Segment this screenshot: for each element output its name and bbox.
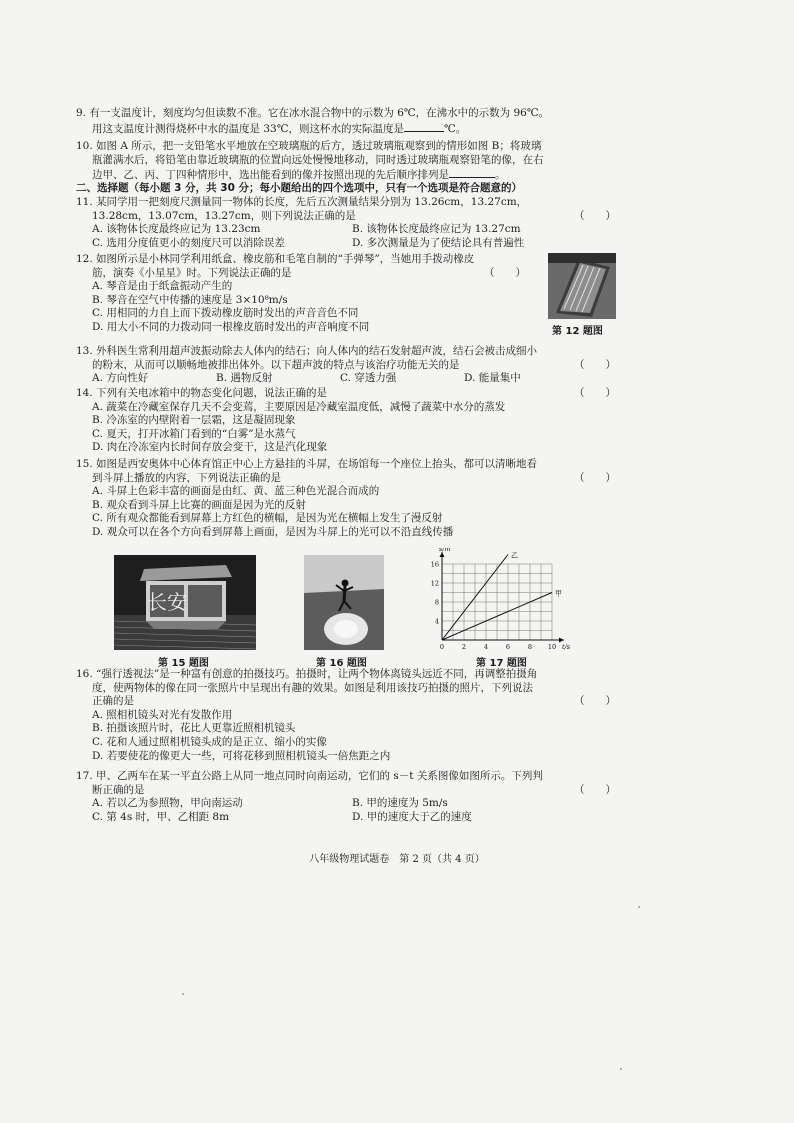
- figure-12-photo: [548, 253, 616, 319]
- answer-paren: （ ）: [574, 695, 616, 708]
- q9-line1: 9. 有一支温度计，刻度均匀但读数不准。它在冰水混合物中的示数为 6℃，在沸水中的示数为 96℃。: [76, 107, 550, 119]
- series-label: 甲: [555, 589, 562, 598]
- q17-options-ab: [76, 797, 616, 811]
- answer-paren: （ ）: [574, 358, 616, 371]
- q16-line2: 度，使两物体的像在同一张照片中呈现出有趣的效果。如图是利用该技巧拍摄的照片，下列说法: [92, 681, 533, 694]
- q10-line3: 边甲、乙、丙、丁四种情形中，选出能看到的像并按照出现的先后顺序排列是 。: [92, 169, 506, 182]
- option-a: A. 斗屏上色彩丰富的画面是由红、黄、蓝三种色光混合而成的: [92, 485, 380, 498]
- x-tick-label: 8: [527, 643, 533, 651]
- option-d: D. 用大小不同的力拨动同一根橡皮筋时发出的声音响度不同: [92, 320, 370, 333]
- section-2-heading: 二、选择题（每小题 3 分，共 30 分；每小题给出的四个选项中，只有一个选项是符合题意的）: [76, 182, 523, 194]
- option-b: B. 观众看到斗屏上比赛的画面是因为光的反射: [92, 498, 306, 511]
- q11-options-ab: [76, 223, 616, 237]
- option-c: C. 用相同的力自上而下拨动橡皮筋时发出的声音音色不同: [92, 307, 359, 320]
- option-a: A. 若以乙为参照物，甲向南运动: [92, 797, 243, 810]
- option-b: B. 遇物反射: [216, 372, 273, 385]
- figure-16-photo: [304, 555, 384, 650]
- x-tick-label: 2: [461, 643, 467, 651]
- q10-line1: 10. 如图 A 所示，把一支铅笔水平地放在空玻璃瓶的后方，透过玻璃瓶观察到的情形如图 B；将玻璃: [76, 140, 542, 152]
- x-axis-label: t/s: [562, 643, 571, 651]
- x-tick-label: 10: [547, 643, 557, 651]
- q15-line2: 到斗屏上播放的内容，下列说法正确的是 （ ）: [92, 471, 616, 484]
- option-a: A. 方向性好: [92, 372, 149, 385]
- question-13: [76, 345, 616, 386]
- q11-line1: 11. 某同学用一把刻度尺测量同一物体的长度，先后五次测量结果分别为 13.26cm，13.27cm，: [76, 196, 528, 208]
- x-axis-arrow: [559, 638, 564, 643]
- question-11: [76, 196, 616, 250]
- answer-blank: [404, 121, 444, 132]
- scan-speck: [620, 1068, 622, 1070]
- figure-17-caption: 第 17 题图: [476, 658, 527, 669]
- option-a: A. 照相机镜头对光有发散作用: [92, 708, 233, 721]
- option-c: C. 第 4s 时，甲、乙相距 8m: [92, 810, 230, 823]
- handmade-zither-image: [548, 253, 616, 319]
- q17-options-cd: [76, 811, 616, 825]
- option-a: A. 琴音是由于纸盒振动产生的: [92, 280, 233, 293]
- question-16: [76, 668, 616, 763]
- y-axis-label: s/m: [439, 548, 451, 553]
- q16-line1: 16. “强行透视法”是一种富有创意的拍摄技巧。拍摄时，让两个物体离镜头远近不同，再调整拍摄角: [76, 668, 538, 680]
- q15-line1: 15. 如图是西安奥体中心体育馆正中心上方悬挂的斗屏，在场馆每一个座位上抬头，都可以清晰地看: [76, 458, 538, 470]
- x-tick-label: 6: [505, 643, 511, 651]
- question-17: [76, 770, 616, 824]
- option-b: B. 该物体长度最终应记为 13.27cm: [352, 223, 521, 236]
- option-b: B. 甲的速度为 5m/s: [352, 797, 448, 810]
- q9-line2: 用这支温度计测得烧杯中水的温度是 33℃，则这杯水的实际温度是 ℃。: [92, 122, 467, 135]
- figure-15-photo: [114, 555, 256, 650]
- option-b: B. 拍摄该照片时，花比人更靠近照相机镜头: [92, 722, 296, 735]
- answer-paren: （ ）: [574, 471, 616, 484]
- question-9: [76, 107, 696, 136]
- answer-paren: （ ）: [484, 266, 526, 279]
- option-a: A. 该物体长度最终应记为 13.23cm: [92, 223, 261, 236]
- option-d: D. 若要使花的像更大一些，可将花移到照相机镜头一倍焦距之内: [92, 749, 391, 762]
- y-tick-label: 12: [430, 579, 439, 588]
- q13-options: [76, 372, 616, 386]
- q17-line2: 断正确的是 （ ）: [92, 783, 616, 796]
- option-d: D. 观众可以在各个方向看到屏幕上画面，是因为斗屏上的光可以不沿直线传播: [92, 525, 454, 538]
- q13-line1: 13. 外科医生常利用超声波振动除去人体内的结石；向人体内的结石发射超声波，结石会被击成细小: [76, 345, 538, 357]
- q10-line2: 瓶灌满水后，将铅笔由靠近玻璃瓶的位置向远处慢慢地移动，同时透过玻璃瓶观察铅笔的像，在右: [92, 153, 544, 166]
- option-c: C. 穿透力强: [340, 372, 397, 385]
- q13-line2: 的粉末，从而可以顺畅地被排出体外。以下超声波的特点与该治疗功能无关的是 （ ）: [92, 358, 616, 371]
- figure-15-caption: 第 15 题图: [158, 658, 209, 669]
- page-footer: 八年级物理试题卷 第 2 页（共 4 页）: [309, 854, 485, 865]
- option-c: C. 选用分度值更小的刻度尺可以消除误差: [92, 236, 285, 249]
- q11-options-cd: [76, 237, 616, 251]
- option-b: B. 琴音在空气中传播的速度是 3×10⁸m/s: [92, 293, 288, 306]
- answer-paren: （ ）: [574, 209, 616, 222]
- option-d: D. 甲的速度大于乙的速度: [352, 810, 472, 823]
- y-tick-label: 16: [430, 560, 439, 569]
- option-b: B. 冷冻室的内壁附着一层霜，这是凝固现象: [92, 414, 296, 427]
- q17-line1: 17. 甲、乙两车在某一平直公路上从同一地点同时向南运动，它们的 s－t 关系图像如图所示。下列判: [76, 770, 543, 782]
- figure-16-caption: 第 16 题图: [316, 658, 367, 669]
- x-tick-label: 0: [439, 643, 445, 651]
- option-d: D. 多次测量是为了使结论具有普遍性: [352, 236, 525, 249]
- q12-line1: 12. 如图所示是小林同学利用纸盒、橡皮筋和毛笔自制的“手弹琴”，当她用手拨动橡皮: [76, 253, 475, 265]
- scan-speck: [182, 993, 184, 995]
- s-t-graph: [424, 548, 574, 653]
- stadium-screen-image: [114, 555, 256, 650]
- option-a: A. 蔬菜在冷藏室保存几天不会变蔫，主要原因是冷藏室温度低，减慢了蔬菜中水分的蒸发: [92, 400, 506, 413]
- option-c: C. 夏天，打开冰箱门看到的“白雾”是水蒸气: [92, 427, 296, 440]
- answer-paren: （ ）: [574, 783, 616, 796]
- question-14: [76, 387, 616, 455]
- x-tick-label: 4: [483, 643, 489, 651]
- option-d: D. 能量集中: [464, 372, 521, 385]
- question-12: [76, 253, 526, 335]
- figure-12-caption: 第 12 题图: [552, 326, 603, 337]
- question-10: [76, 140, 696, 183]
- y-tick-label: 4: [434, 617, 439, 626]
- figure-17-chart: [424, 548, 574, 653]
- q16-line3: 正确的是 （ ）: [92, 695, 616, 708]
- series-label: 乙: [511, 551, 518, 560]
- option-c: C. 花和人通过照相机镜头成的是正立、缩小的实像: [92, 735, 327, 748]
- option-d: D. 肉在冷冻室内长时间存放会变干，这是汽化现象: [92, 441, 328, 454]
- screen-text: 长安: [147, 590, 187, 614]
- answer-blank: [449, 167, 495, 178]
- answer-paren: （ ）: [574, 387, 616, 399]
- q12-line2: 筋，演奏《小星星》时。下列说法正确的是 （ ）: [92, 266, 526, 279]
- option-c: C. 所有观众都能看到屏幕上方红色的横幅，是因为光在横幅上发生了漫反射: [92, 512, 443, 525]
- y-tick-label: 8: [434, 598, 439, 607]
- forced-perspective-image: [304, 555, 384, 650]
- q14-line1: 14. 下列有关电冰箱中的物态变化问题，说法正确的是 （ ）: [76, 387, 616, 399]
- question-15: [76, 458, 616, 540]
- q11-line2: 13.28cm，13.07cm，13.27cm，则下列说法正确的是 （ ）: [92, 209, 616, 222]
- scan-speck: [638, 906, 640, 908]
